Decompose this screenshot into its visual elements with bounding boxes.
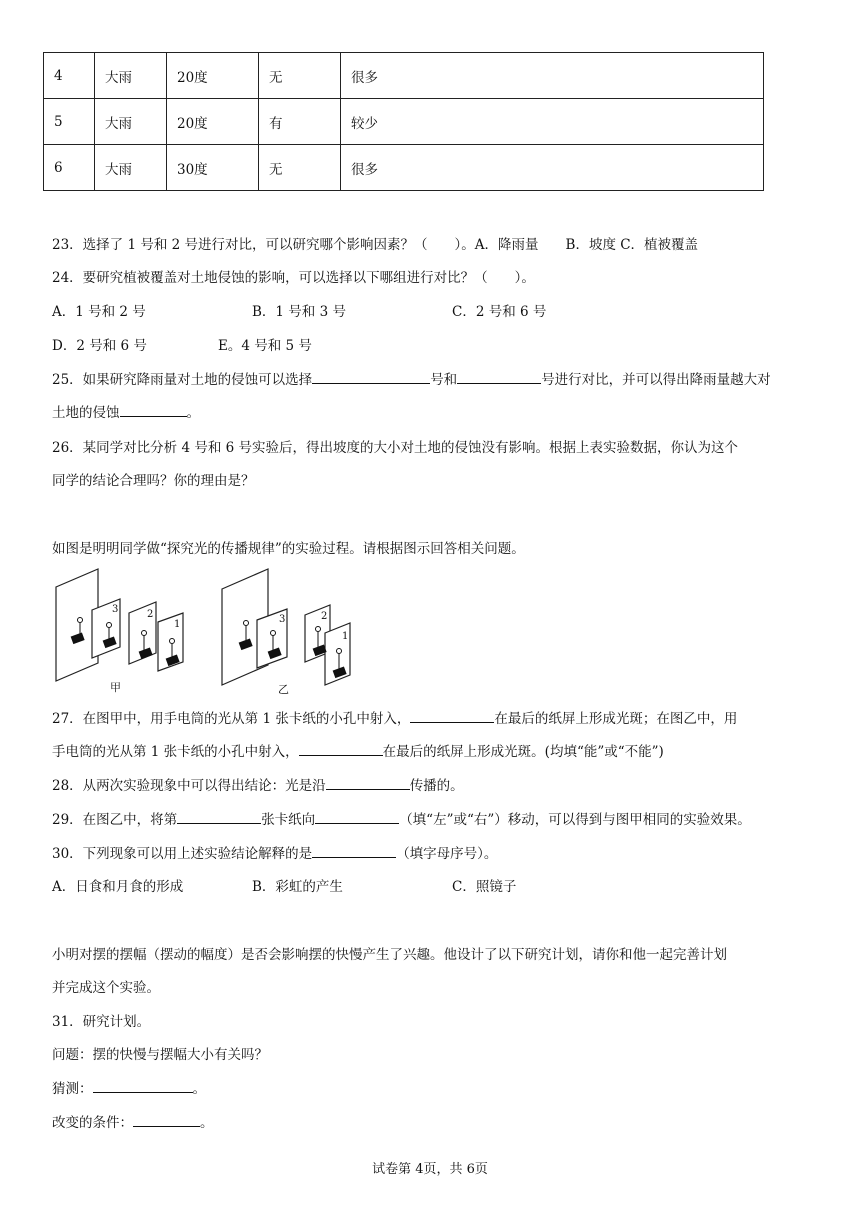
- table-cell: 有: [259, 99, 341, 145]
- table-cell: 无: [259, 53, 341, 99]
- q31-condition-label: 改变的条件：: [52, 1115, 133, 1131]
- q28-text-2: 传播的。: [409, 778, 464, 794]
- yi-card-1-number: 1: [342, 631, 349, 642]
- table-row: [44, 99, 764, 145]
- q29-text-2: 张卡纸向: [261, 812, 316, 828]
- q31-guess-blank[interactable]: [93, 1078, 193, 1093]
- question-29: [52, 808, 751, 828]
- q27-text-1: 27．在图甲中，用手电筒的光从第 1 张卡纸的小孔中射入，: [52, 711, 411, 727]
- light-experiment-intro: 如图是明明同学做“探究光的传播规律”的实验过程。请根据图示回答相关问题。: [52, 541, 525, 557]
- question-23: 23．选择了 1 号和 2 号进行对比，可以研究哪个影响因素？（ ）。A．降雨量 B．坡度 C．植被覆盖: [52, 237, 699, 253]
- q27-blank-2[interactable]: [299, 741, 383, 756]
- yi-card-3-number: 3: [279, 614, 286, 625]
- q30-option-c[interactable]: C．照镜子: [452, 879, 517, 895]
- q25-text-2: 号和: [430, 372, 458, 388]
- question-28: [52, 774, 464, 794]
- q27-text-4: 在最后的纸屏上形成光斑。(均填“能”或“不能”): [382, 744, 664, 760]
- table-cell: 很多: [341, 145, 764, 191]
- figure-label-yi: 乙: [278, 683, 289, 696]
- light-experiment-figure: [52, 565, 372, 697]
- q25-text-3: 号进行对比，并可以得出降雨量越大对: [541, 372, 771, 388]
- q25-text-1: 25．如果研究降雨量对土地的侵蚀可以选择: [52, 372, 313, 388]
- jia-card-1-number: 1: [174, 619, 181, 630]
- question-27-line2: [52, 740, 664, 760]
- q31-guess-end: 。: [192, 1081, 206, 1097]
- q31-question: 问题：摆的快慢与摆幅大小有关吗？: [52, 1047, 268, 1063]
- q31-condition: [52, 1111, 214, 1131]
- question-27-line1: [52, 707, 737, 727]
- table-cell: 大雨: [95, 145, 167, 191]
- q27-text-2: 在最后的纸屏上形成光斑；在图乙中，用: [494, 711, 738, 727]
- question-26-line1: 26．某同学对比分析 4 号和 6 号实验后，得出坡度的大小对土地的侵蚀没有影响。根据上表实验数据，你认为这个: [52, 440, 739, 456]
- pendulum-intro-line1: 小明对摆的摆幅（摆动的幅度）是否会影响摆的快慢产生了兴趣。他设计了以下研究计划，请你和他一起完善计划: [52, 947, 727, 963]
- table-cell: 20度: [167, 99, 259, 145]
- question-25-line1: [52, 368, 771, 388]
- q29-blank-1[interactable]: [177, 809, 261, 824]
- q25-blank-3[interactable]: [120, 402, 187, 417]
- q30-text-1: 30．下列现象可以用上述实验结论解释的是: [52, 846, 313, 862]
- q29-blank-2[interactable]: [315, 809, 399, 824]
- q25-text-4: 土地的侵蚀: [52, 405, 120, 421]
- q25-blank-1[interactable]: [312, 369, 430, 384]
- jia-card-3-number: 3: [112, 604, 119, 615]
- q31-condition-end: 。: [200, 1115, 214, 1131]
- yi-card-2-number: 2: [321, 611, 328, 622]
- table-cell: 很多: [341, 53, 764, 99]
- q27-blank-1[interactable]: [410, 708, 494, 723]
- question-30: [52, 842, 497, 862]
- table-cell: 30度: [167, 145, 259, 191]
- question-26-line2: 同学的结论合理吗？你的理由是？: [52, 473, 255, 489]
- q31-guess-label: 猜测：: [52, 1081, 93, 1097]
- question-24: 24．要研究植被覆盖对土地侵蚀的影响，可以选择以下哪组进行对比？（ ）。: [52, 270, 535, 286]
- question-31-title: 31．研究计划。: [52, 1014, 151, 1030]
- q25-blank-2[interactable]: [457, 369, 541, 384]
- q29-text-3: （填“左”或“右”）移动，可以得到与图甲相同的实验效果。: [399, 812, 751, 828]
- table-cell: 无: [259, 145, 341, 191]
- q29-text-1: 29．在图乙中，将第: [52, 812, 178, 828]
- q30-text-2: （填字母序号）。: [396, 846, 498, 862]
- table-row: [44, 53, 764, 99]
- table-cell: 大雨: [95, 99, 167, 145]
- q30-option-a[interactable]: A．日食和月食的形成: [52, 879, 184, 895]
- q30-option-b[interactable]: B．彩虹的产生: [252, 879, 343, 895]
- q28-blank[interactable]: [326, 775, 410, 790]
- q24-option-e[interactable]: E。4 号和 5 号: [218, 338, 312, 354]
- experiment-table: [43, 52, 764, 191]
- q24-option-b[interactable]: B．1 号和 3 号: [252, 304, 346, 320]
- q25-text-5: 。: [186, 405, 200, 421]
- q24-option-c[interactable]: C．2 号和 6 号: [452, 304, 547, 320]
- table-cell: 较少: [341, 99, 764, 145]
- q27-text-3: 手电筒的光从第 1 张卡纸的小孔中射入，: [52, 744, 299, 760]
- page-footer: 试卷第 4页，共 6页: [372, 1162, 488, 1177]
- table-cell: 5: [44, 99, 95, 145]
- figure-label-jia: 甲: [110, 681, 121, 694]
- table-row: [44, 145, 764, 191]
- q24-option-a[interactable]: A．1 号和 2 号: [52, 304, 146, 320]
- table-cell: 4: [44, 53, 95, 99]
- q28-text-1: 28．从两次实验现象中可以得出结论：光是沿: [52, 778, 326, 794]
- table-cell: 大雨: [95, 53, 167, 99]
- q31-guess: [52, 1077, 206, 1097]
- q24-option-d[interactable]: D．2 号和 6 号: [52, 338, 147, 354]
- jia-card-2-number: 2: [147, 609, 154, 620]
- q30-blank[interactable]: [312, 843, 396, 858]
- table-cell: 6: [44, 145, 95, 191]
- pendulum-intro-line2: 并完成这个实验。: [52, 980, 160, 996]
- question-25-line2: [52, 401, 200, 421]
- table-cell: 20度: [167, 53, 259, 99]
- q31-condition-blank[interactable]: [133, 1112, 200, 1127]
